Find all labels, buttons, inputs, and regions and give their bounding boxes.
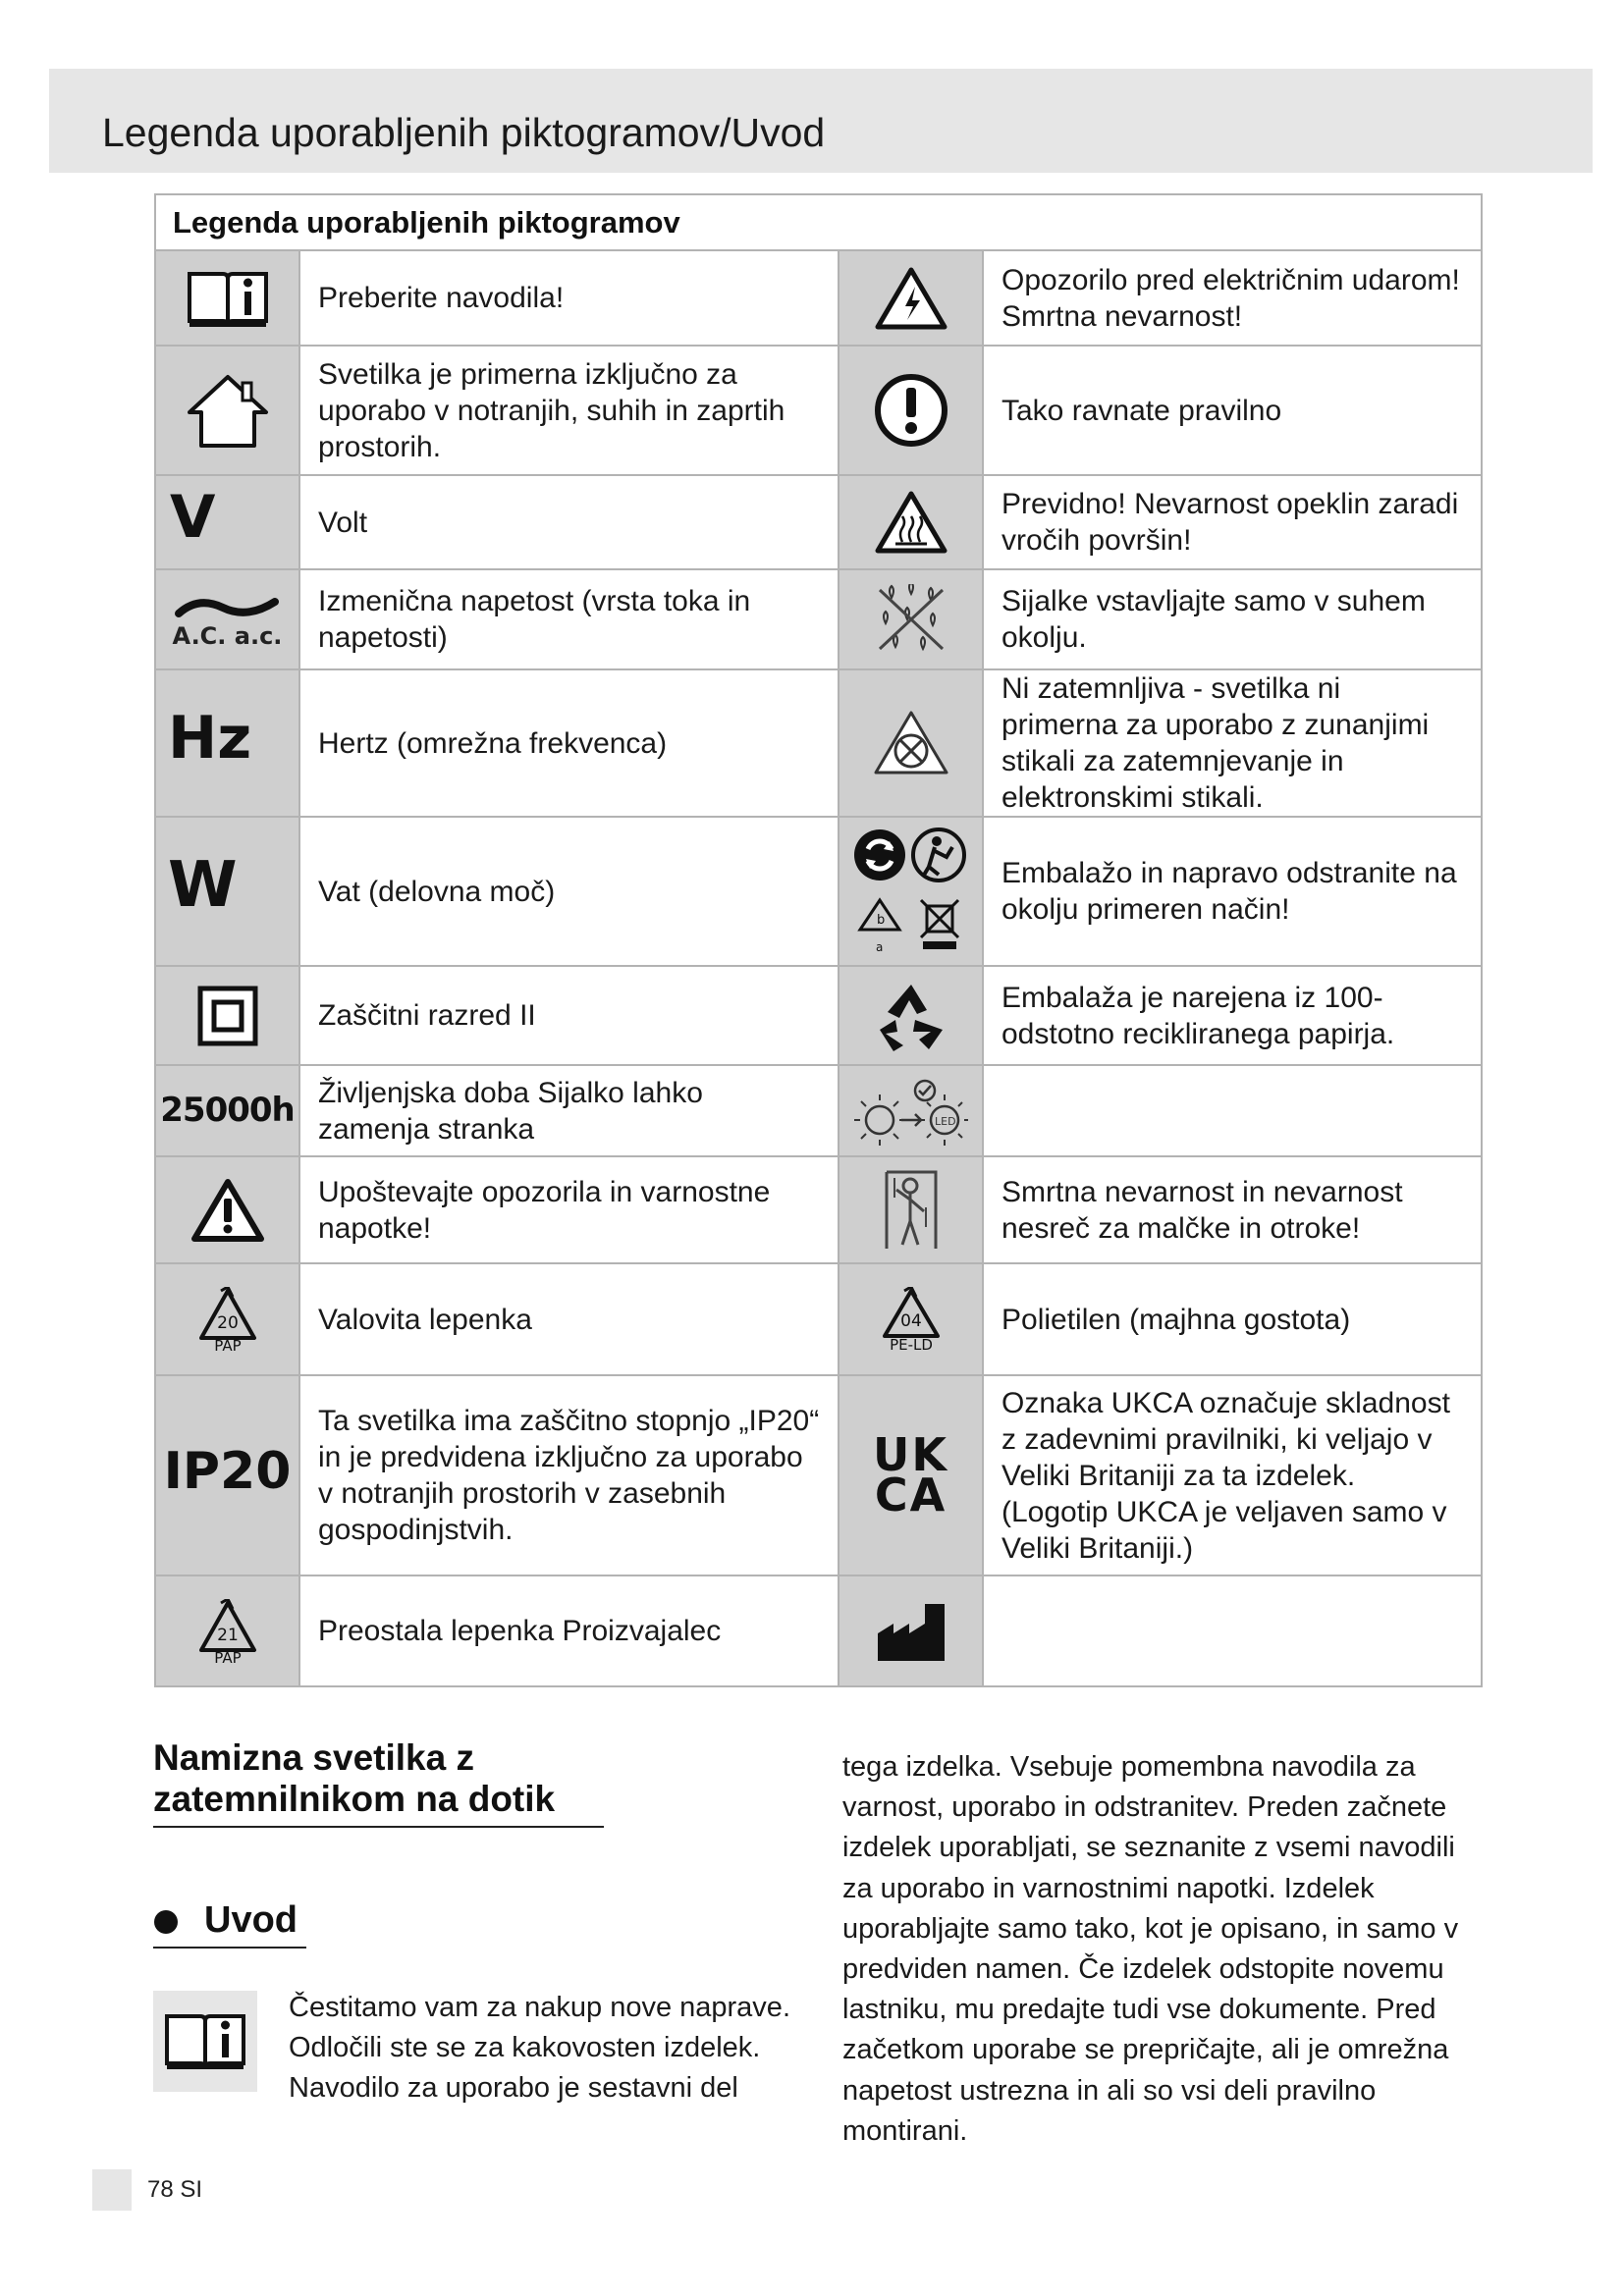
warning-triangle-icon — [155, 1156, 299, 1263]
legend-row — [155, 966, 1482, 1065]
legend-text: Oznaka UKCA označuje skladnost z zadevnimi pravilniki, ki veljajo v Veliki Britaniji za ta izdelek. (Logotip UKCA je veljaven samo v Veliki Britaniji.) — [983, 1375, 1482, 1575]
indoor-house-icon — [155, 346, 299, 475]
legend-text: Previdno! Nevarnost opeklin zaradi vročih površin! — [983, 475, 1482, 569]
legend-text: Preostala lepenka Proizvajalec — [299, 1575, 839, 1686]
legend-row — [155, 669, 1482, 817]
legend-row — [155, 1065, 1482, 1156]
manufacturer-icon — [839, 1575, 983, 1686]
page-number-box — [92, 2169, 132, 2211]
pictogram-legend-table — [154, 193, 1483, 1687]
legend-text: Življenjska doba Sijalko lahko zamenja stranka — [299, 1065, 839, 1156]
intro-heading: Uvod — [204, 1899, 298, 1941]
intro-text-right: tega izdelka. Vsebuje pomembna navodila za varnost, uporabo in odstranitev. Preden začnete izdelek uporabljati, se seznanite z vsemi navodili za uporabo in varnostnimi napotki. Izdelek uporabljajte samo tako, kot je opisano, in samo v predviden namen. Če izdelek odstopite novemu lastniku, mu predajte tudi vse dokumente. Pred začetkom uporabe se prepričajte, ali je omrežna napetost ustrezna in ali so vsi deli pravilno montirani. — [842, 1751, 1459, 2147]
replaceable-lamp-icon — [839, 1065, 983, 1156]
protection-class-2-icon — [155, 966, 299, 1065]
ac-label: A.C. a.c. — [172, 622, 283, 650]
watt-icon: W — [155, 817, 299, 966]
svg-text:LED: LED — [934, 1114, 956, 1128]
page-footer: 78 SI — [147, 2176, 203, 2203]
hertz-icon: Hz — [155, 669, 299, 817]
recycling-20-pap-icon — [155, 1263, 299, 1375]
section-title: Namizna svetilka z zatemnilnikom na dotik — [153, 1737, 556, 1819]
legend-row — [155, 1263, 1482, 1375]
legend-text: Zaščitni razred II — [299, 966, 839, 1065]
legend-text: Vat (delovna moč) — [299, 817, 839, 966]
section-title-underline — [153, 1826, 604, 1828]
legend-text: Ta svetilka ima zaščitno stopnjo „IP20“ in je predvidena izključno za uporabo v notranjih prostorih v zasebnih gospodinjstvih. — [299, 1375, 839, 1575]
legend-text: Polietilen (majhna gostota) — [983, 1263, 1482, 1375]
legend-text: Volt — [299, 475, 839, 569]
disposal-symbols-icon — [839, 817, 983, 966]
legend-row — [155, 817, 1482, 966]
intro-heading-underline — [153, 1947, 306, 1949]
recycling-code: 04 — [899, 1311, 922, 1331]
recycling-material: PE-LD — [889, 1336, 933, 1352]
legend-row — [155, 346, 1482, 475]
legend-text: Hertz (omrežna frekvenca) — [299, 669, 839, 817]
legend-text: Ni zatemnljiva - svetilka ni primerna za uporabo z zunanjimi stikali za zatemnjevanje in elektronskimi stikali. — [983, 669, 1482, 817]
recycling-21-pap-icon — [155, 1575, 299, 1686]
svg-text:a: a — [875, 940, 883, 954]
legend-row — [155, 1575, 1482, 1686]
legend-row — [155, 1375, 1482, 1575]
recycling-material: PAP — [213, 1648, 242, 1664]
dry-environment-icon — [839, 569, 983, 669]
recycling-04-peld-icon — [839, 1263, 983, 1375]
legend-text: Preberite navodila! — [299, 250, 839, 346]
legend-text: Svetilka je primerna izključno za uporabo v notranjih, suhih in zaprtih prostorih. — [299, 346, 839, 475]
legend-text: Sijalke vstavljajte samo v suhem okolju. — [983, 569, 1482, 669]
legend-title: Legenda uporabljenih piktogramov — [155, 194, 1482, 250]
legend-row — [155, 250, 1482, 346]
alternating-current-icon — [155, 569, 299, 669]
page-title: Legenda uporabljenih piktogramov/Uvod — [102, 110, 826, 155]
legend-text: Tako ravnate pravilno — [983, 346, 1482, 475]
electric-shock-warning-icon — [839, 250, 983, 346]
intro-text-left: Čestitamo vam za nakup nove naprave. Odločili ste se za kakovosten izdelek. Navodilo za uporabo je sestavni del — [289, 1992, 790, 2104]
legend-text: Embalaža je narejena iz 100-odstotno recikliranega papirja. — [983, 966, 1482, 1065]
legend-text: Valovita lepenka — [299, 1263, 839, 1375]
legend-text: Smrtna nevarnost in nevarnost nesreč za malčke in otroke! — [983, 1156, 1482, 1263]
ip20-icon: IP20 — [155, 1375, 299, 1575]
svg-text:b: b — [876, 913, 885, 928]
legend-text: Opozorilo pred električnim udarom! Smrtna nevarnost! — [983, 250, 1482, 346]
not-dimmable-icon — [839, 669, 983, 817]
recycling-material: PAP — [213, 1337, 242, 1352]
legend-text — [983, 1575, 1482, 1686]
legend-row — [155, 475, 1482, 569]
read-instructions-icon — [155, 250, 299, 346]
lifetime-icon: 25000h — [155, 1065, 299, 1156]
recycling-code: 21 — [216, 1625, 239, 1645]
child-danger-icon — [839, 1156, 983, 1263]
legend-text: Embalažo in napravo odstranite na okolju primeren način! — [983, 817, 1482, 966]
recycling-code: 20 — [216, 1313, 239, 1333]
legend-text: Upoštevajte opozorila in varnostne napotke! — [299, 1156, 839, 1263]
legend-text — [983, 1065, 1482, 1156]
ukca-icon: UK CA — [839, 1375, 983, 1575]
recycled-paper-icon — [839, 966, 983, 1065]
read-instructions-icon — [153, 1991, 257, 2092]
legend-text: Izmenična napetost (vrsta toka in napetosti) — [299, 569, 839, 669]
legend-row — [155, 1156, 1482, 1263]
legend-row — [155, 569, 1482, 669]
volt-icon: V — [155, 475, 299, 569]
exclamation-circle-icon — [839, 346, 983, 475]
hot-surface-warning-icon — [839, 475, 983, 569]
